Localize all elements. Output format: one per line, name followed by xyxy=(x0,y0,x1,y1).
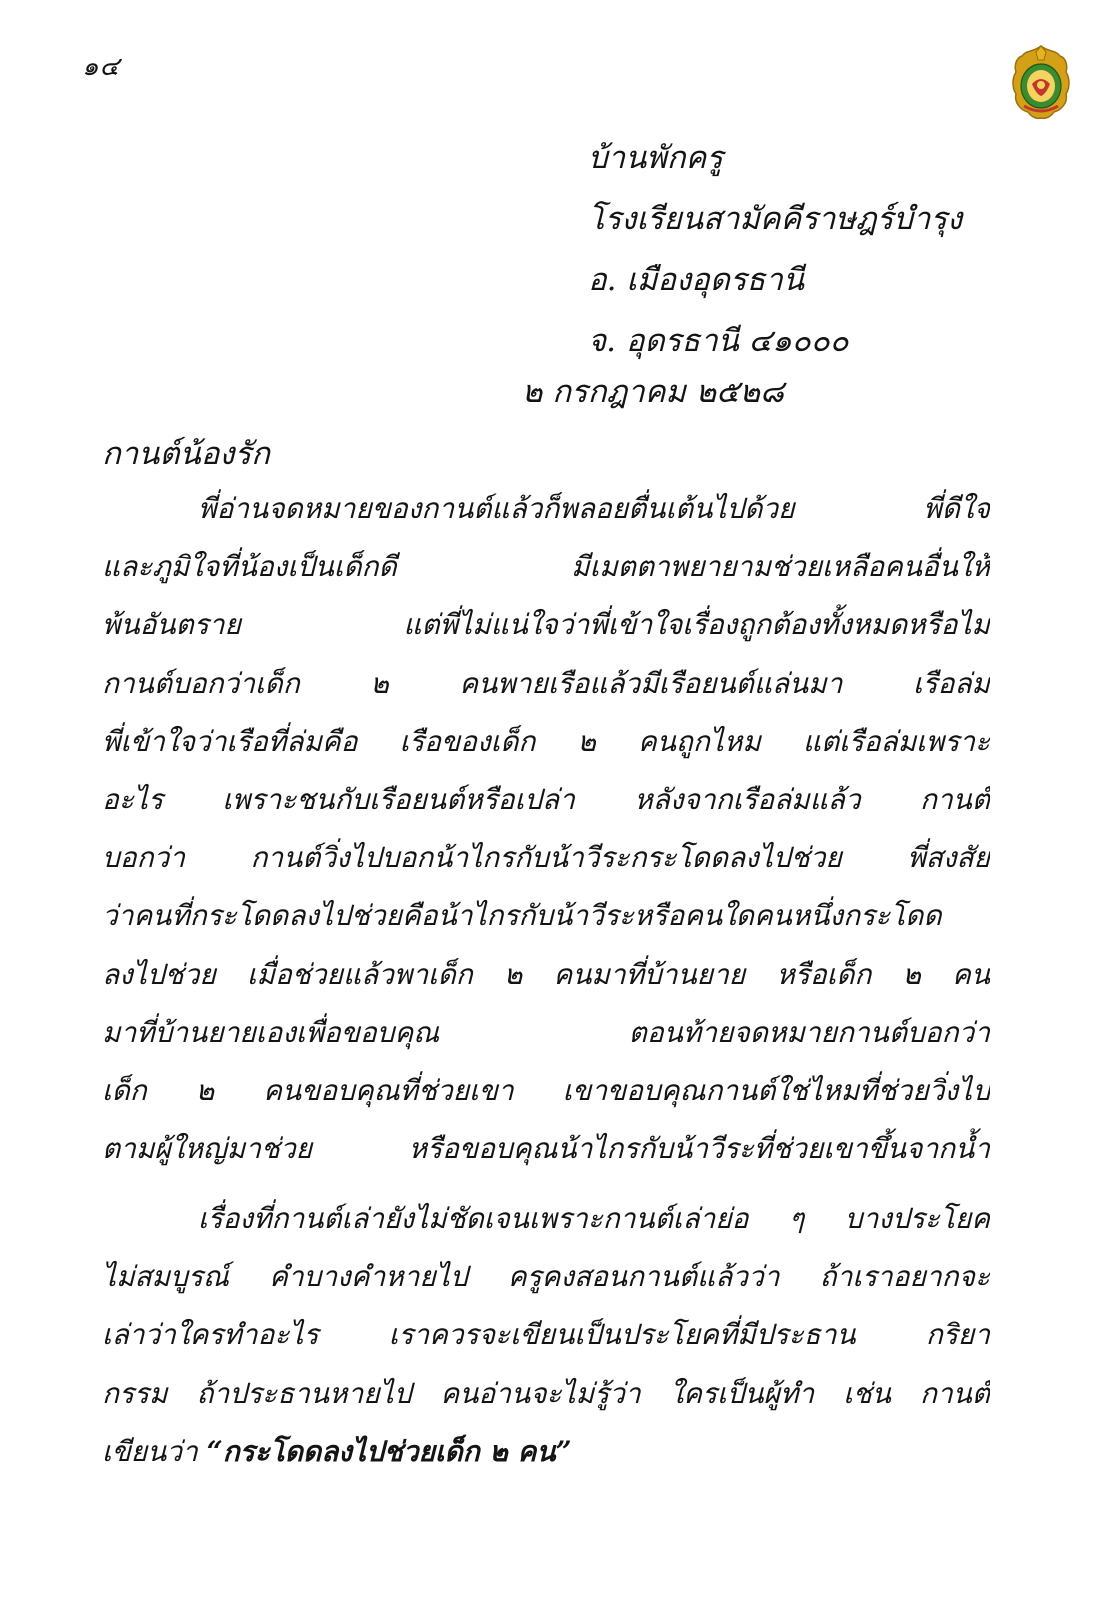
paragraph-line: ลงไปช่วย เมื่อช่วยแล้วพาเด็ก ๒ คนมาที่บ้านยาย หรือเด็ก ๒ คน xyxy=(102,957,990,991)
paragraph-2 xyxy=(102,1190,990,1481)
address-line-1: บ้านพักครู xyxy=(588,140,723,176)
paragraph-1 xyxy=(102,480,990,1178)
paragraph-line: บอกว่า กานต์วิ่งไปบอกน้าไกรกับน้าวีระกระโดดลงไปช่วย พี่สงสัย xyxy=(102,841,990,875)
paragraph-line: เล่าว่าใครทำอะไร เราควรจะเขียนเป็นประโยคที่มีประธาน กริยา xyxy=(102,1318,990,1352)
paragraph-line: ไม่สมบูรณ์ คำบางคำหายไป ครูคงสอนกานต์แล้วว่า ถ้าเราอยากจะ xyxy=(102,1260,990,1294)
salutation: กานต์น้องรัก xyxy=(102,436,270,472)
paragraph-line: เด็ก ๒ คนขอบคุณที่ช่วยเขา เขาขอบคุณกานต์ใช่ไหมที่ช่วยวิ่งไป xyxy=(102,1073,990,1107)
quote-prefix: เขียนว่า xyxy=(102,1434,207,1468)
paragraph-line: เรื่องที่กานต์เล่ายังไม่ชัดเจนเพราะกานต์เล่าย่อ ๆ บางประโยค xyxy=(198,1202,990,1235)
paragraph-line: อะไร เพราะชนกับเรือยนต์หรือเปล่า หลังจากเรือล่มแล้ว กานต์ xyxy=(102,782,990,816)
paragraph-line: มาที่บ้านยายเองเพื่อขอบคุณ ตอนท้ายจดหมายกานต์บอกว่า xyxy=(102,1015,990,1049)
page-number: ๑๔ xyxy=(82,52,121,82)
paragraph-last-line xyxy=(102,1423,990,1481)
sender-address xyxy=(588,128,962,372)
quoted-phrase: “กระโดดลงไปช่วยเด็ก ๒ คน” xyxy=(206,1434,572,1468)
paragraph-line: ว่าคนที่กระโดดลงไปช่วยคือน้าไกรกับน้าวีระหรือคนใดคนหนึ่งกระโดด xyxy=(102,899,942,933)
letter-date: ๒ กรกฎาคม ๒๕๒๘ xyxy=(522,374,784,410)
paragraph-line: กานต์บอกว่าเด็ก ๒ คนพายเรือแล้วมีเรือยนต์แล่นมา เรือล่ม xyxy=(102,666,990,700)
paragraph-line: กรรม ถ้าประธานหายไป คนอ่านจะไม่รู้ว่า ใครเป็นผู้ทำ เช่น กานต์ xyxy=(102,1376,990,1410)
paragraph-line: ตามผู้ใหญ่มาช่วย หรือขอบคุณน้าไกรกับน้าวีระที่ช่วยเขาขึ้นจากน้ำ xyxy=(102,1132,990,1166)
address-line-2: โรงเรียนสามัคคีราษฎร์บำรุง xyxy=(588,201,963,237)
school-emblem-logo xyxy=(1010,44,1072,120)
paragraph-line: และภูมิใจที่น้องเป็นเด็กดี มีเมตตาพยายามช่วยเหลือคนอื่นให้ xyxy=(102,550,990,584)
paragraph-line: พี่อ่านจดหมายของกานต์แล้วก็พลอยตื่นเต้นไปด้วย พี่ดีใจ xyxy=(198,492,990,525)
paragraph-line: พี่เข้าใจว่าเรือที่ล่มคือ เรือของเด็ก ๒ คนถูกไหม แต่เรือล่มเพราะ xyxy=(102,724,990,758)
address-line-3: อ. เมืองอุดรธานี xyxy=(588,262,805,298)
address-line-4: จ. อุดรธานี ๔๑๐๐๐ xyxy=(588,323,849,359)
paragraph-line: พ้นอันตราย แต่พี่ไม่แน่ใจว่าพี่เข้าใจเรื่องถูกต้องทั้งหมดหรือไม่ xyxy=(102,608,990,642)
